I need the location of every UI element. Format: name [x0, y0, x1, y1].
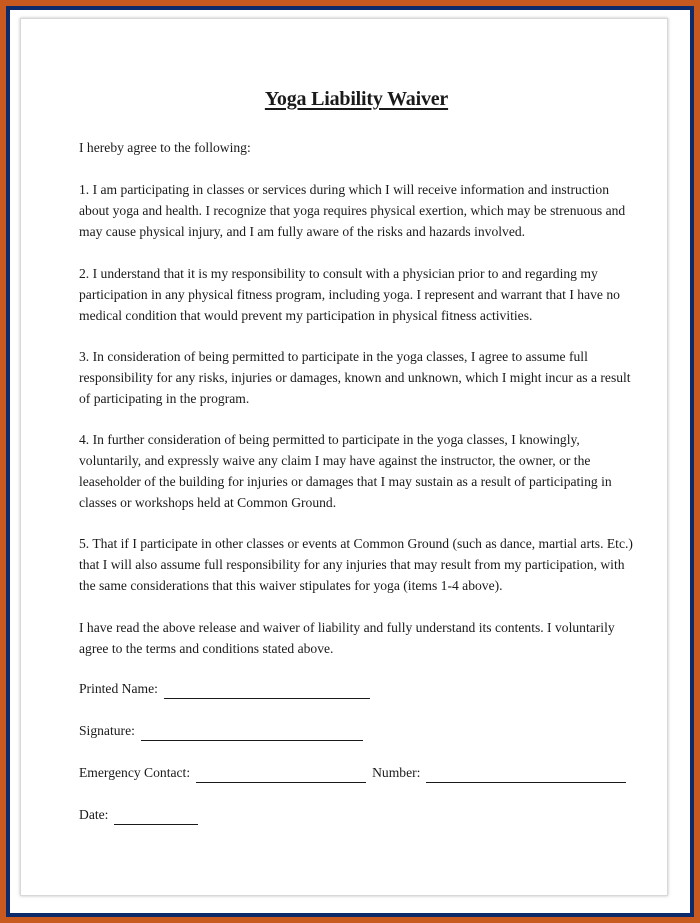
acknowledgement-text: I have read the above release and waiver of liability and fully understand its contents. I voluntarily agree to the terms and conditions stated above. — [79, 620, 615, 656]
signature-label: Signature: — [79, 723, 135, 738]
clause-2: 2. I understand that it is my responsibility to consult with a physician prior to and regarding my participation in any physical fitness program, including yoga. I represent and warrant that I have no medical condition that would prevent my participation in physical fitness activities. — [79, 266, 620, 323]
printed-name-row — [79, 677, 370, 699]
clause-1: 1. I am participating in classes or services during which I will receive information and instruction about yoga and health. I recognize that yoga requires physical exertion, which may be strenuous and may cause physical injury, and I am fully aware of the risks and hazards involved. — [79, 182, 626, 239]
clause-5: 5. That if I participate in other classes or events at Common Ground (such as dance, martial arts. Etc.) that I will also assume full responsibility for any injuries that may result from my participation, with the same considerations that this waiver stipulates for yoga (items 1-4 above). — [79, 536, 633, 593]
date-field[interactable] — [114, 809, 198, 825]
date-label: Date: — [79, 807, 109, 822]
number-field[interactable] — [426, 767, 626, 783]
clause-4: 4. In further consideration of being permitted to participate in the yoga classes, I knowingly, voluntarily, and expressly waive any claim I may have against the instructor, the owner, or the leaseholder of the building for injuries or damages that I may sustain as a result of participating in classes or workshops held at Common Ground. — [79, 432, 612, 510]
signature-field[interactable] — [141, 725, 363, 741]
emergency-contact-row — [79, 761, 626, 783]
document-page — [20, 18, 668, 896]
clause-3: 3. In consideration of being permitted to participate in the yoga classes, I agree to assume full responsibility for any risks, injuries or damages, known and unknown, which I might incur as a result of participating in the program. — [79, 349, 631, 406]
signature-row — [79, 719, 363, 741]
intro-text: I hereby agree to the following: — [79, 140, 251, 155]
title-text: Yoga Liability Waiver — [264, 88, 449, 110]
document-title — [79, 89, 634, 111]
number-label: Number: — [372, 765, 421, 780]
date-row — [79, 803, 198, 825]
emergency-contact-label: Emergency Contact: — [79, 765, 191, 780]
emergency-contact-field[interactable] — [196, 767, 366, 783]
printed-name-field[interactable] — [164, 683, 370, 699]
printed-name-label: Printed Name: — [79, 681, 158, 696]
